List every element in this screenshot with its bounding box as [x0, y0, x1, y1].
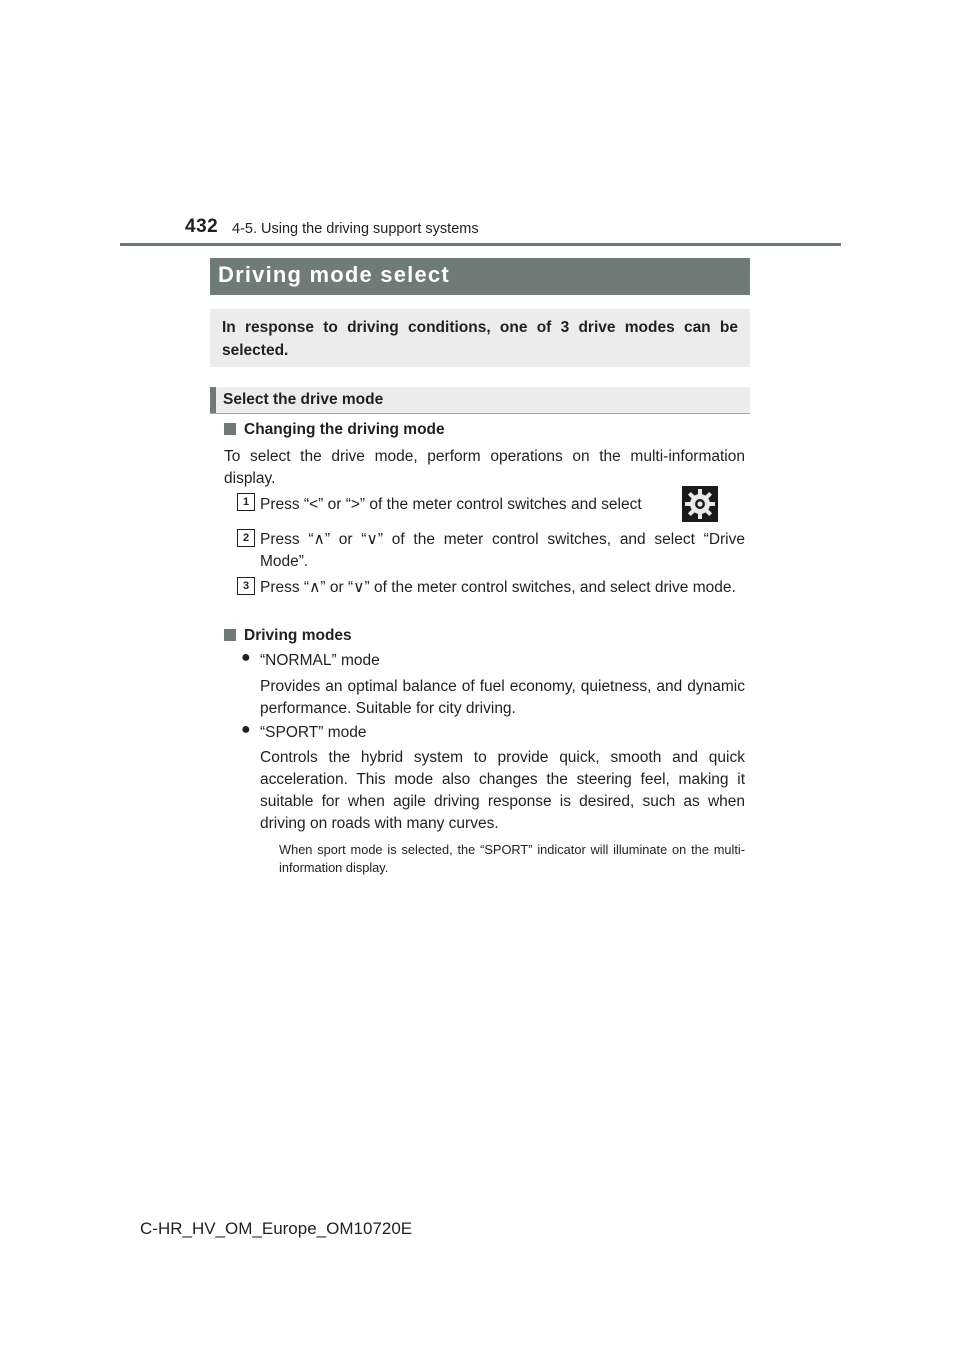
- intro-text: In response to driving conditions, one of 3 drive modes can be selected.: [222, 319, 738, 359]
- intro-box: [210, 309, 750, 367]
- document-code: C-HR_HV_OM_Europe_OM10720E: [140, 1219, 413, 1238]
- circle-bullet-icon: ●: [241, 721, 251, 738]
- header-divider: [120, 243, 841, 246]
- modes-heading: Driving modes: [224, 627, 352, 645]
- step-number-3: 3: [237, 577, 255, 595]
- step-2-text: Press “∧” or “∨” of the meter control switches, and select “Drive Mode”.: [260, 531, 745, 570]
- subsection-title: Select the drive mode: [223, 391, 384, 408]
- changing-lead: To select the drive mode, perform operations on the multi-information display.: [224, 448, 745, 487]
- step-number-1: 1: [237, 493, 255, 511]
- page-number: 432: [185, 216, 219, 237]
- mode-normal-name: “NORMAL” mode: [260, 652, 380, 669]
- step-number-2: 2: [237, 529, 255, 547]
- gear-icon: [682, 486, 718, 522]
- mode-sport-description: Controls the hybrid system to provide quick, smooth and quick acceleration. This mode also changes the steering feel, making it suitable for when agile driving response is desired, such as when driving on roads with many curves.: [260, 749, 745, 832]
- subsection-heading: [210, 387, 750, 414]
- mode-normal-description: Provides an optimal balance of fuel economy, quietness, and dynamic performance. Suitable for city driving.: [260, 678, 745, 717]
- square-bullet-icon: [224, 423, 236, 435]
- circle-bullet-icon: ●: [241, 649, 251, 666]
- sport-indicator-note: When sport mode is selected, the “SPORT” indicator will illuminate on the multi-information display.: [279, 842, 745, 875]
- section-breadcrumb: 4-5. Using the driving support systems: [232, 221, 479, 237]
- changing-heading: Changing the driving mode: [224, 421, 445, 439]
- step-3-text: Press “∧” or “∨” of the meter control switches, and select drive mode.: [260, 579, 736, 596]
- page-title-bar: [210, 258, 750, 295]
- square-bullet-icon: [224, 629, 236, 641]
- step-1-text: Press “<” or “>” of the meter control switches and select: [260, 496, 642, 513]
- page-title: Driving mode select: [218, 262, 450, 287]
- mode-sport-name: “SPORT” mode: [260, 724, 367, 741]
